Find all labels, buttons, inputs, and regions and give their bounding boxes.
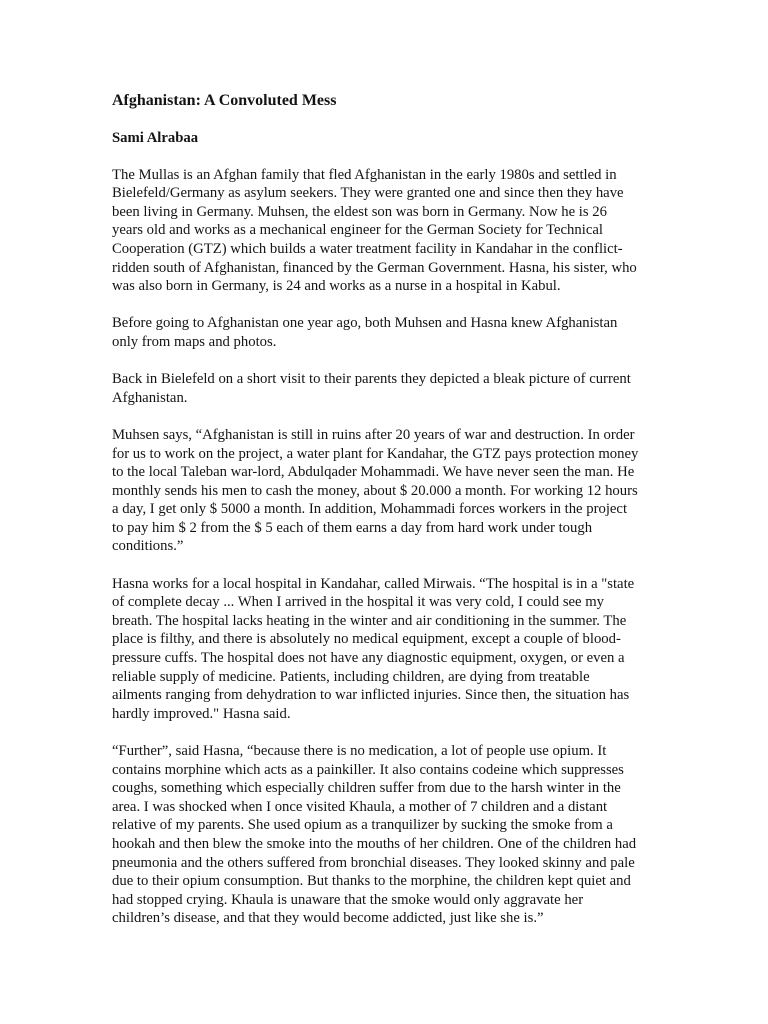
paragraph-line: The Mullas is an Afghan family that fled Afghanistan in the early 1980s and settled in [112, 166, 617, 183]
paragraph-line: conditions.” [112, 538, 184, 555]
paragraph [112, 314, 642, 351]
paragraph-line: children’s disease, and that they would become addicted, just like she is.” [112, 910, 544, 927]
paragraph-line: breath. The hospital lacks heating in the winter and air conditioning in the summer. The [112, 612, 627, 629]
paragraph [112, 575, 642, 724]
paragraph-line: for us to work on the project, a water plant for Kandahar, the GTZ pays protection money [112, 445, 639, 462]
paragraph [112, 742, 642, 928]
paragraph-line: monthly sends his men to cash the money, about $ 20.000 a month. For working 12 hours [112, 482, 638, 499]
paragraph-line: reliable supply of medicine. Patients, including children, are dying from treatable [112, 668, 590, 685]
document-page [112, 91, 642, 947]
document-body [112, 166, 642, 928]
paragraph-line: years old and works as a mechanical engineer for the German Society for Technical [112, 222, 603, 239]
paragraph-line: ailments ranging from dehydration to war inflicted injuries. Since then, the situation has [112, 687, 630, 704]
paragraph-line: due to their opium consumption. But thanks to the morphine, the children kept quiet and [112, 873, 631, 890]
paragraph-line: contains morphine which acts as a painkiller. It also contains codeine which suppresses [112, 761, 624, 778]
paragraph-line: of complete decay ... When I arrived in the hospital it was very cold, I could see my [112, 594, 605, 611]
paragraph-line: a day, I get only $ 5000 a month. In addition, Mohammadi forces workers in the project [112, 501, 628, 518]
paragraph-line: had stopped crying. Khaula is unaware that the smoke would only aggravate her [112, 891, 584, 908]
paragraph-line: relative of my parents. She used opium as a tranquilizer by sucking the smoke from a [112, 817, 613, 834]
paragraph-line: Afghanistan. [112, 389, 188, 406]
paragraph-line: Muhsen says, “Afghanistan is still in ruins after 20 years of war and destruction. In order [112, 426, 635, 443]
paragraph-line: Hasna works for a local hospital in Kandahar, called Mirwais. “The hospital is in a "state [112, 575, 635, 592]
document-author: Sami Alrabaa [112, 130, 199, 146]
paragraph-line: ridden south of Afghanistan, financed by the German Government. Hasna, his sister, who [112, 259, 637, 276]
paragraph-line: Before going to Afghanistan one year ago, both Muhsen and Hasna knew Afghanistan [112, 315, 618, 332]
paragraph-line: hookah and then blew the smoke into the mouths of her children. One of the children had [112, 835, 637, 852]
paragraph-line: pneumonia and the others suffered from bronchial diseases. They looked skinny and pale [112, 854, 635, 871]
paragraph-line: place is filthy, and there is absolutely no medical equipment, except a couple of blood- [112, 631, 621, 648]
paragraph-line: area. I was shocked when I once visited Khaula, a mother of 7 children and a distant [112, 798, 608, 815]
paragraph [112, 166, 642, 296]
paragraph-line: to pay him $ 2 from the $ 5 each of them earns a day from hard work under tough [112, 519, 593, 536]
paragraph-line: “Further”, said Hasna, “because there is no medication, a lot of people use opium. It [112, 743, 607, 759]
paragraph-line: pressure cuffs. The hospital does not have any diagnostic equipment, oxygen, or even a [112, 650, 625, 667]
paragraph [112, 370, 642, 407]
paragraph-line: Bielefeld/Germany as asylum seekers. They were granted one and since then they have [112, 185, 624, 202]
paragraph-line: Back in Bielefeld on a short visit to their parents they depicted a bleak picture of current [112, 371, 631, 388]
document-title: Afghanistan: A Convoluted Mess [112, 92, 337, 109]
paragraph-line: only from maps and photos. [112, 333, 277, 350]
paragraph-line: been living in Germany. Muhsen, the eldest son was born in Germany. Now he is 26 [112, 203, 607, 220]
paragraph-line: Cooperation (GTZ) which builds a water treatment facility in Kandahar in the conflict- [112, 240, 623, 257]
paragraph-line: to the local Taleban war-lord, Abdulqader Mohammadi. We have never seen the man. He [112, 464, 635, 481]
paragraph-line: hardly improved." Hasna said. [112, 705, 291, 722]
paragraph-line: coughs, something which especially children suffer from due to the harsh winter in the [112, 780, 621, 797]
paragraph-line: was also born in Germany, is 24 and works as a nurse in a hospital in Kabul. [112, 278, 561, 295]
paragraph [112, 426, 642, 556]
